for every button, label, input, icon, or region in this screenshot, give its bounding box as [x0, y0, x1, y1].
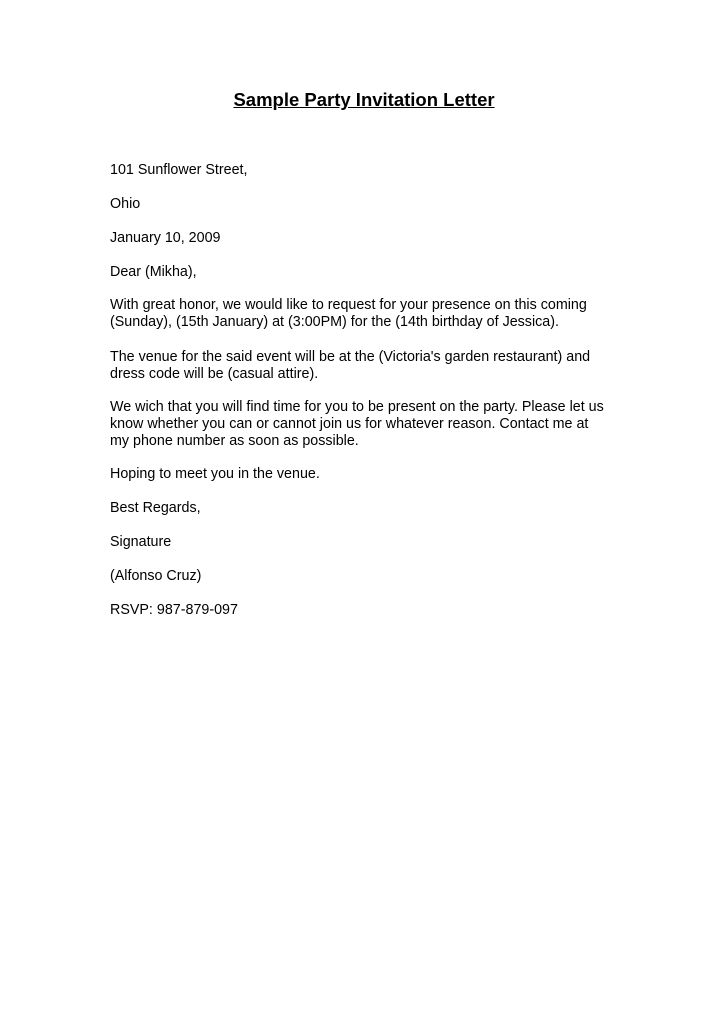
paragraph-line: (Sunday), (15th January) at (3:00PM) for the (14th birthday of Jessica).	[110, 314, 559, 330]
paragraph-line: With great honor, we would like to request for your presence on this coming	[110, 297, 587, 313]
paragraph-line: my phone number as soon as possible.	[110, 433, 359, 449]
paragraph-line: know whether you can or cannot join us for whatever reason. Contact me at	[110, 416, 589, 432]
letter-title: Sample Party Invitation Letter	[233, 89, 495, 110]
signature: Signature	[110, 534, 172, 550]
letter-date: January 10, 2009	[110, 230, 221, 246]
address-line-2: Ohio	[110, 196, 141, 212]
salutation: Dear (Mikha),	[110, 264, 197, 280]
paragraph-request	[110, 399, 630, 450]
paragraph-invitation	[110, 297, 630, 331]
closing-line: Hoping to meet you in the venue.	[110, 466, 320, 482]
paragraph-line: The venue for the said event will be at the (Victoria's garden restaurant) and	[110, 349, 591, 365]
address-line-1: 101 Sunflower Street,	[110, 162, 248, 178]
rsvp-line: RSVP: 987-879-097	[110, 602, 238, 618]
signer-name: (Alfonso Cruz)	[110, 568, 202, 584]
paragraph-line: We wich that you will find time for you to be present on the party. Please let us	[110, 399, 604, 415]
valediction: Best Regards,	[110, 500, 201, 516]
paragraph-venue	[110, 349, 630, 383]
paragraph-line: dress code will be (casual attire).	[110, 366, 319, 382]
